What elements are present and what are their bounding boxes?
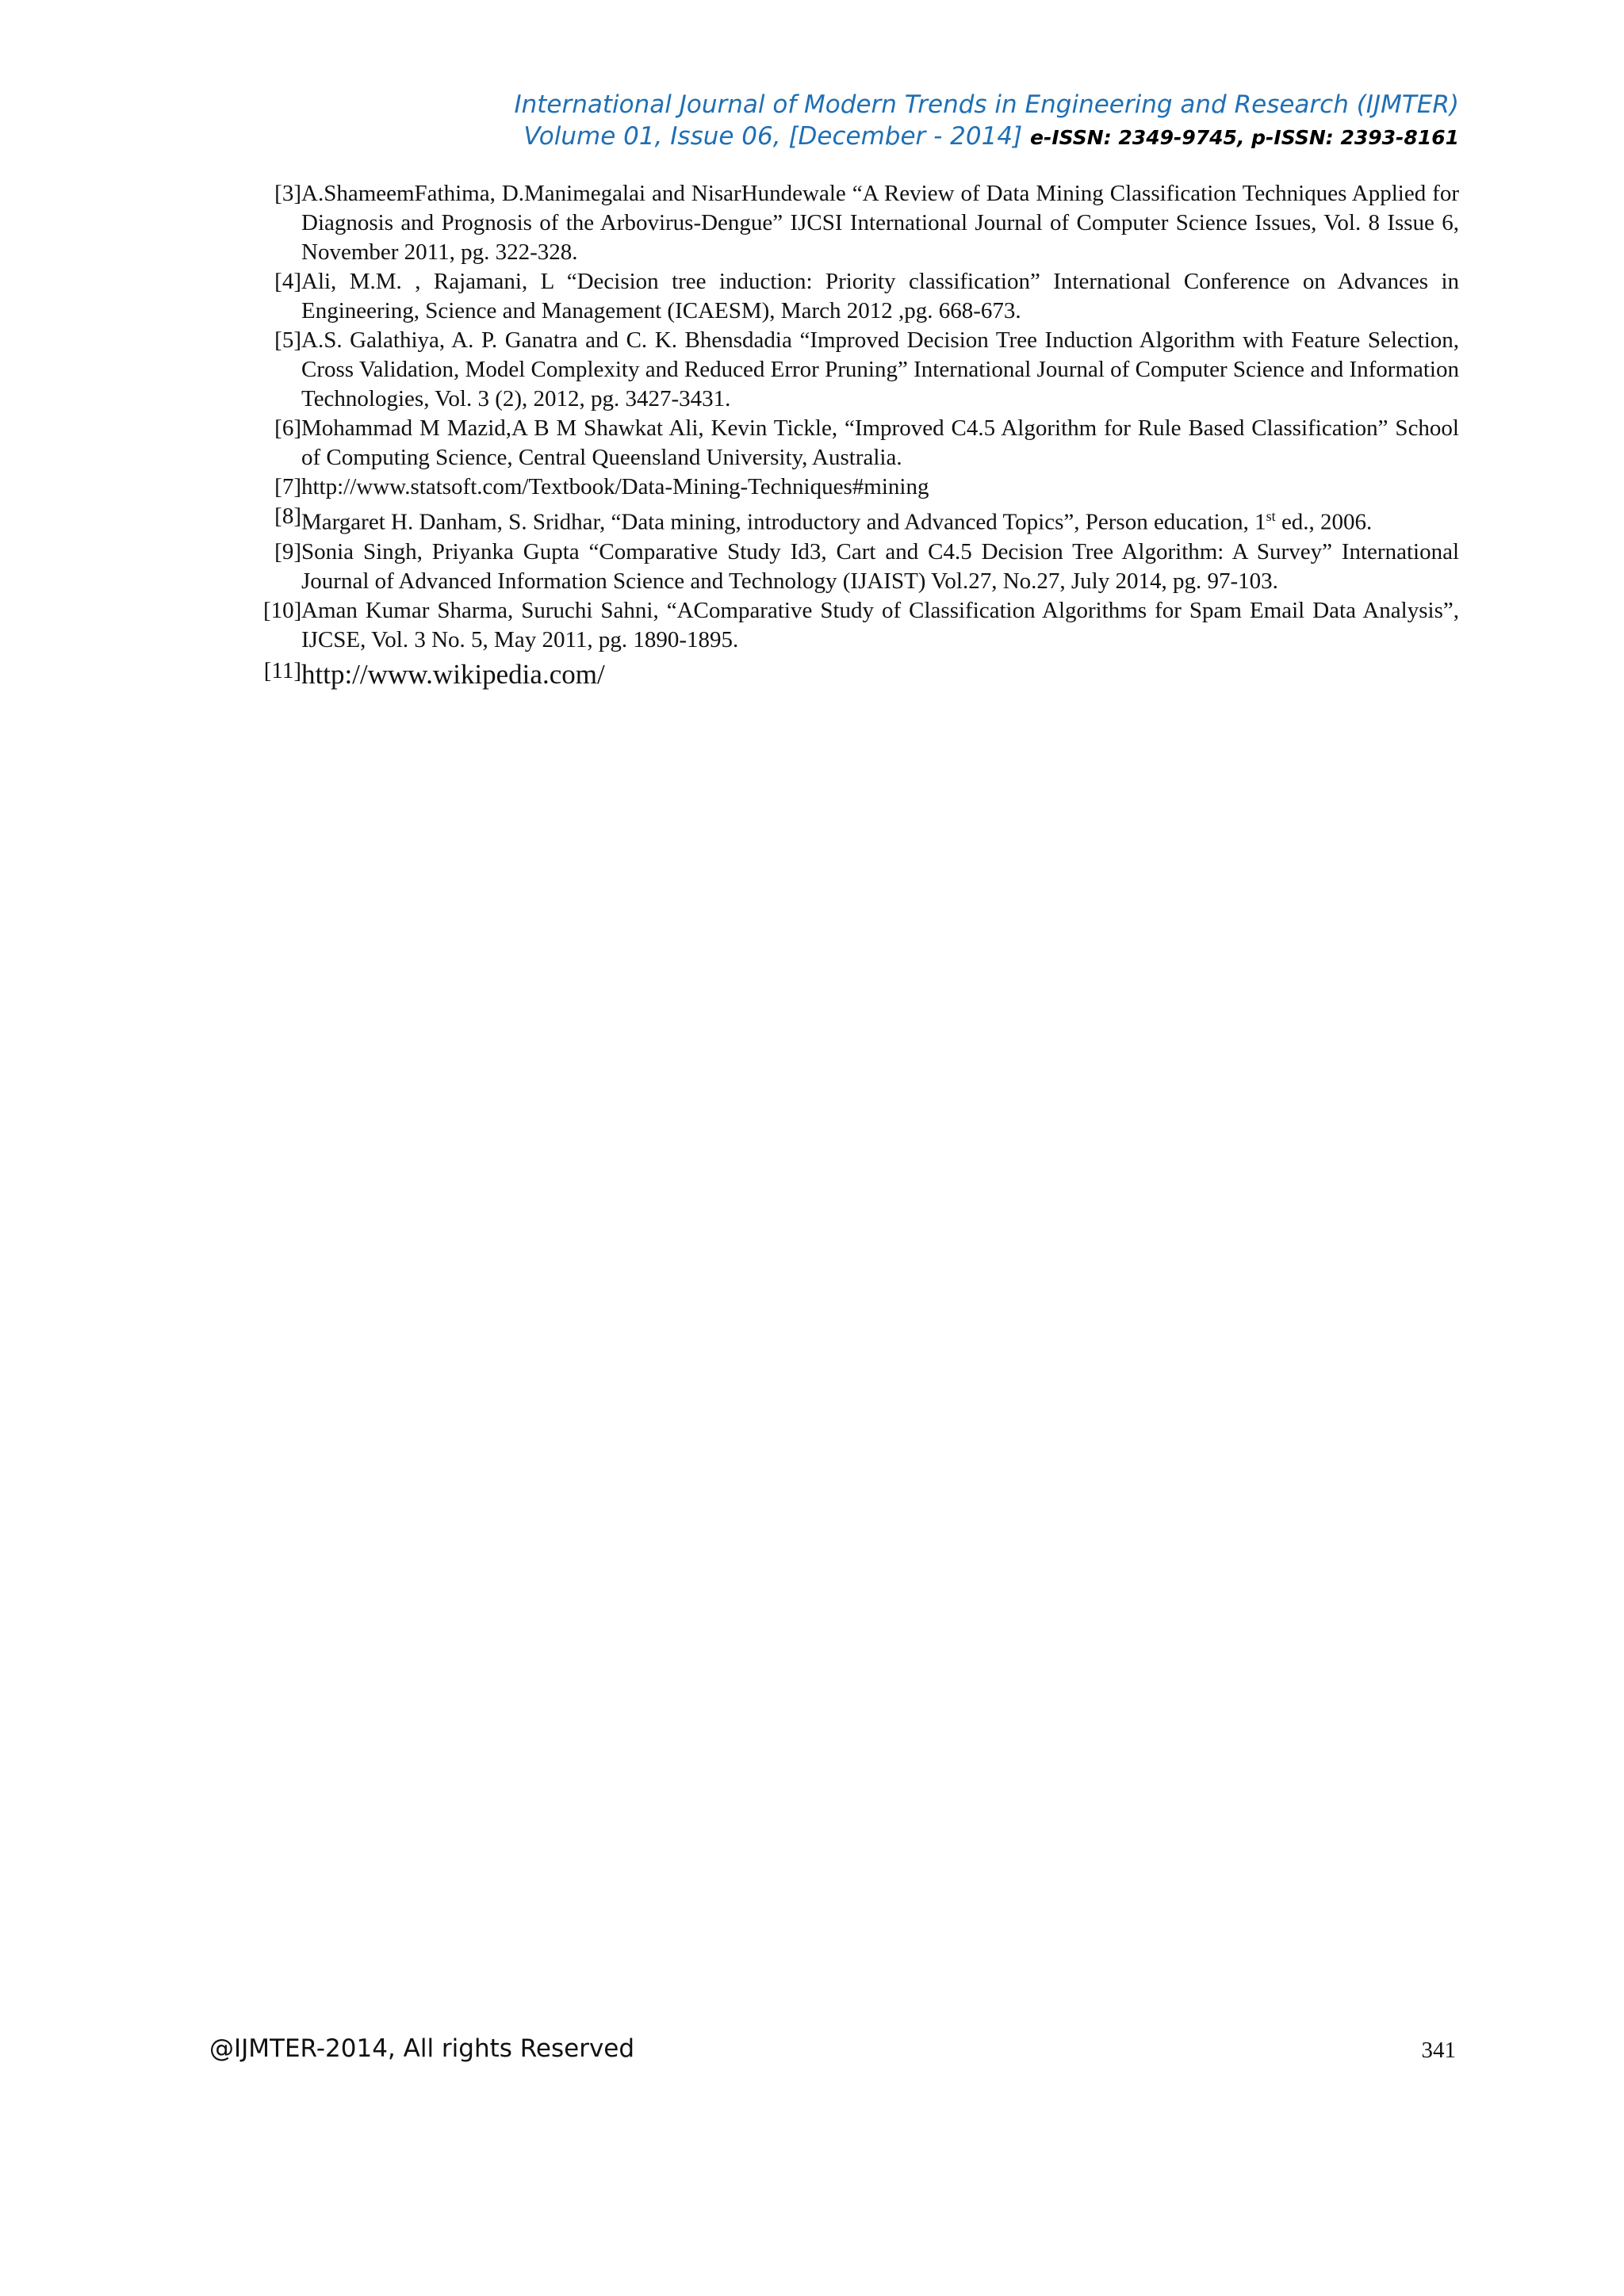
reference-item — [213, 596, 1459, 655]
reference-text: Ali, M.M. , Rajamani, L “Decision tree induction: Priority classification” International Conference on Advances in Engineering, Science and Management (ICAESM), March 2012 ,pg. 668-673. — [301, 269, 1459, 323]
volume-issue-line — [270, 121, 1459, 154]
reference-number: [3] — [274, 181, 301, 206]
superscript: st — [1266, 508, 1276, 524]
reference-number: [8] — [274, 503, 301, 529]
reference-text: Margaret H. Danham, S. Sridhar, “Data mining, introductory and Advanced Topics”, Person education, 1st ed., 2006. — [301, 508, 1373, 535]
journal-title: International Journal of Modern Trends in Engineering and Research (IJMTER) — [514, 90, 1459, 119]
reference-number: [4] — [274, 269, 301, 294]
reference-text: A.S. Galathiya, A. P. Ganatra and C. K. Bhensdadia “Improved Decision Tree Induction Algorithm with Feature Selection, Cross Validation, Model Complexity and Reduced Error Pruning” International Journal of Computer Science and Information Technologies, Vol. 3 (2), 2012, pg. 3427-3431. — [301, 327, 1459, 411]
reference-number: [10] — [263, 597, 302, 623]
issn-numbers: e-ISSN: 2349-9745, p-ISSN: 2393-8161 — [1030, 126, 1459, 149]
journal-header — [270, 89, 1459, 154]
reference-item — [213, 267, 1459, 326]
reference-text: Mohammad M Mazid,A B M Shawkat Ali, Kevin Tickle, “Improved C4.5 Algorithm for Rule Based Classification” School of Computing Science, Central Queensland University, Australia. — [301, 415, 1459, 470]
reference-item — [213, 656, 1459, 693]
reference-text: A.ShameemFathima, D.Manimegalai and NisarHundewale “A Review of Data Mining Classification Techniques Applied for Diagnosis and Prognosis of the Arbovirus-Dengue” IJCSI International Journal of Computer Science Issues, Vol. 8 Issue 6, November 2011, pg. 322-328. — [301, 181, 1459, 265]
reference-item — [213, 326, 1459, 414]
reference-number: [7] — [274, 474, 301, 499]
volume-issue: Volume 01, Issue 06, [December - 2014] — [523, 122, 1023, 151]
reference-number: [5] — [274, 327, 301, 353]
reference-item — [213, 473, 1459, 502]
reference-link[interactable]: http://www.statsoft.com/Textbook/Data-Mining-Techniques#mining — [301, 474, 929, 499]
reference-number: [6] — [274, 415, 301, 441]
reference-item — [213, 179, 1459, 267]
reference-text: Aman Kumar Sharma, Suruchi Sahni, “AComparative Study of Classification Algorithms for Spam Email Data Analysis”, IJCSE, Vol. 3 No. 5, May 2011, pg. 1890-1895. — [301, 597, 1459, 652]
page-number: 341 — [1421, 2038, 1456, 2063]
reference-link[interactable]: http://www.wikipedia.com/ — [301, 658, 605, 690]
reference-text: Sonia Singh, Priyanka Gupta “Comparative Study Id3, Cart and C4.5 Decision Tree Algorithm: A Survey” International Journal of Advanced Information Science and Technology (IJAIST) Vol.27, No.27, July 2014, pg. 97-103. — [301, 538, 1459, 594]
copyright-notice: @IJMTER-2014, All rights Reserved — [209, 2034, 635, 2063]
reference-number: [9] — [274, 538, 301, 564]
reference-item — [213, 502, 1459, 538]
reference-item — [213, 414, 1459, 473]
reference-number: [11] — [263, 657, 301, 683]
reference-list — [213, 179, 1459, 693]
reference-item — [213, 538, 1459, 596]
